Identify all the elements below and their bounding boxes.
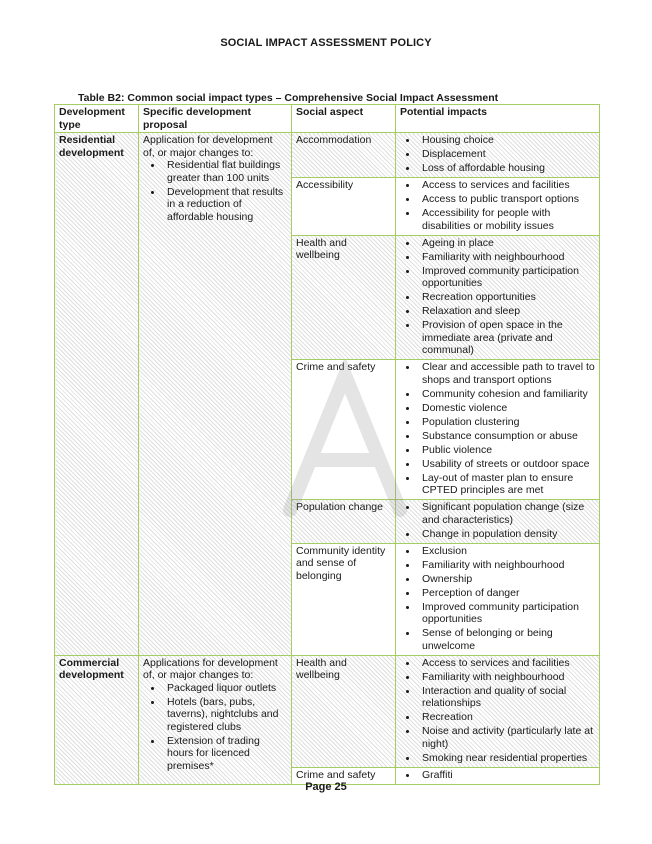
page-number: Page 25 [305, 781, 347, 793]
list-item: • Interaction and quality of social relationships [418, 685, 595, 710]
proposal-intro: Application for development of, or major changes to: [143, 134, 273, 159]
list-item: • Relaxation and sleep [418, 305, 595, 318]
impacts-cell [396, 543, 600, 655]
list-item: • Provision of open space in the immediate area (private and communal) [418, 319, 595, 357]
column-header: Specific development proposal [139, 105, 292, 133]
aspect-cell: Crime and safety [292, 360, 396, 500]
list-item: • Substance consumption or abuse [418, 430, 595, 443]
impacts-cell [396, 360, 600, 500]
proposal-cell [139, 655, 292, 784]
list-item: • Graffiti [418, 769, 595, 782]
column-header: Development type [55, 105, 139, 133]
list-item: • Extension of trading hours for licenced premises* [163, 735, 287, 773]
list-item: • Accessibility for people with disabilities or mobility issues [418, 207, 595, 232]
list-item: • Recreation [418, 711, 595, 724]
development-type-cell: Commercial development [55, 655, 139, 784]
list-item: • Sense of belonging or being unwelcome [418, 627, 595, 652]
list-item: • Community cohesion and familiarity [418, 388, 595, 401]
column-header: Social aspect [292, 105, 396, 133]
list-item: • Access to services and facilities [418, 179, 595, 192]
list-item: • Improved community participation opportunities [418, 265, 595, 290]
list-item: • Improved community participation opportunities [418, 601, 595, 626]
list-item: • Population clustering [418, 416, 595, 429]
aspect-cell: Population change [292, 500, 396, 544]
list-item: • Packaged liquor outlets [163, 682, 287, 695]
list-item: • Significant population change (size and characteristics) [418, 501, 595, 526]
proposal-intro: Applications for development of, or major changes to: [143, 656, 278, 681]
impacts-cell [396, 235, 600, 360]
list-item: • Lay-out of master plan to ensure CPTED principles are met [418, 472, 595, 497]
aspect-cell: Crime and safety [292, 767, 396, 784]
list-item: • Access to services and facilities [418, 657, 595, 670]
list-item: • Clear and accessible path to travel to shops and transport options [418, 361, 595, 386]
list-item: • Familiarity with neighbourhood [418, 559, 595, 572]
aspect-cell: Accessibility [292, 178, 396, 236]
list-item: • Recreation opportunities [418, 291, 595, 304]
impacts-cell [396, 178, 600, 236]
proposal-cell [139, 133, 292, 656]
impacts-cell [396, 500, 600, 544]
table-row [55, 655, 600, 767]
impacts-cell [396, 133, 600, 178]
list-item: • Access to public transport options [418, 193, 595, 206]
social-impact-table [54, 104, 600, 785]
list-item: • Hotels (bars, pubs, taverns), nightclubs and registered clubs [163, 696, 287, 734]
list-item: • Housing choice [418, 134, 595, 147]
aspect-cell: Health and wellbeing [292, 655, 396, 767]
list-item: • Loss of affordable housing [418, 162, 595, 175]
table-header-row [55, 105, 600, 133]
list-item: • Noise and activity (particularly late at night) [418, 725, 595, 750]
table-caption: Table B2: Common social impact types – Comprehensive Social Impact Assessment [78, 92, 499, 104]
page-header: SOCIAL IMPACT ASSESSMENT POLICY [220, 37, 432, 49]
list-item: • Exclusion [418, 545, 595, 558]
list-item: • Public violence [418, 444, 595, 457]
column-header: Potential impacts [396, 105, 600, 133]
list-item: • Familiarity with neighbourhood [418, 671, 595, 684]
list-item: • Familiarity with neighbourhood [418, 251, 595, 264]
aspect-cell: Community identity and sense of belonging [292, 543, 396, 655]
list-item: • Smoking near residential properties [418, 752, 595, 765]
list-item: • Displacement [418, 148, 595, 161]
list-item: • Residential flat buildings greater than 100 units [163, 159, 287, 184]
list-item: • Ageing in place [418, 237, 595, 250]
list-item: • Usability of streets or outdoor space [418, 458, 595, 471]
list-item: • Development that results in a reduction of affordable housing [163, 186, 287, 224]
list-item: • Change in population density [418, 528, 595, 541]
development-type-cell: Residential development [55, 133, 139, 656]
aspect-cell: Health and wellbeing [292, 235, 396, 360]
list-item: • Ownership [418, 573, 595, 586]
aspect-cell: Accommodation [292, 133, 396, 178]
impacts-cell [396, 655, 600, 767]
list-item: • Perception of danger [418, 587, 595, 600]
table-row [55, 133, 600, 178]
list-item: • Domestic violence [418, 402, 595, 415]
